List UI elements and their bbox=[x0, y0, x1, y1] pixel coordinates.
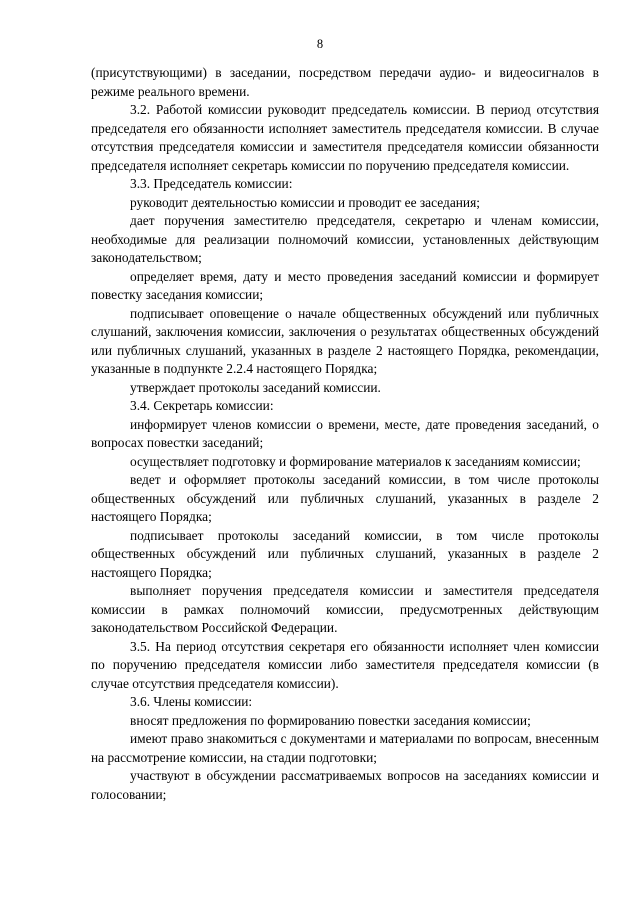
paragraph-3-2: 3.2. Работой комиссии руководит председатель комиссии. В период отсутствия председателя его обязанности исполняет заместитель председателя комиссии. В случае отсутствия председателя комиссии и заместителя председателя комиссии обязанности председателя исполняет секретарь комиссии по поручению председателя комиссии. bbox=[91, 102, 599, 173]
paragraph-3-5: 3.5. На период отсутствия секретаря его обязанности исполняет член комиссии по поручению председателя комиссии либо заместителя председателя комиссии (в случае отсутствия председателя комиссии). bbox=[91, 638, 599, 691]
list-item: вносят предложения по формированию повестки заседания комиссии; bbox=[130, 712, 531, 728]
paragraph-continuation: (присутствующими) в заседании, посредством передачи аудио- и видеосигналов в режиме реального времени. bbox=[91, 65, 599, 99]
list-item: утверждает протоколы заседаний комиссии. bbox=[130, 379, 381, 395]
list-item: подписывает протоколы заседаний комиссии, в том числе протоколы общественных обсуждений или публичных слушаний, указанных в разделе 2 настоящего Порядка; bbox=[91, 527, 599, 580]
list-item: подписывает оповещение о начале общественных обсуждений или публичных слушаний, заключения комиссии, заключения о результатах общественных обсуждений или публичных слушаний, указанных в разделе 2 настоящего Порядка, рекомендации, указанные в подпункте 2.2.4 настоящего Порядка; bbox=[91, 305, 599, 376]
list-item: руководит деятельностью комиссии и проводит ее заседания; bbox=[130, 194, 480, 210]
list-item: выполняет поручения председателя комиссии и заместителя председателя комиссии в рамках полномочий комиссии, предусмотренных действующим законодательством Российской Федерации. bbox=[91, 583, 599, 635]
heading-3-3: 3.3. Председатель комиссии: bbox=[130, 176, 293, 191]
list-item: осуществляет подготовку и формирование материалов к заседаниям комиссии; bbox=[130, 453, 581, 469]
heading-3-4: 3.4. Секретарь комиссии: bbox=[130, 398, 274, 413]
page-number: 8 bbox=[316, 37, 324, 51]
document-body bbox=[91, 64, 599, 804]
list-item: информирует членов комиссии о времени, месте, дате проведения заседаний, о вопросах повестки заседаний; bbox=[91, 416, 599, 450]
list-item: ведет и оформляет протоколы заседаний комиссии, в том числе протоколы общественных обсуждений или публичных слушаний, указанных в разделе 2 настоящего Порядка; bbox=[91, 472, 599, 524]
heading-3-6: 3.6. Члены комиссии: bbox=[130, 694, 253, 709]
list-item: участвуют в обсуждении рассматриваемых вопросов на заседаниях комиссии и голосовании; bbox=[91, 768, 599, 802]
list-item: дает поручения заместителю председателя, секретарю и членам комиссии, необходимые для реализации полномочий комиссии, установленных действующим законодательством; bbox=[91, 213, 599, 265]
list-item: имеют право знакомиться с документами и материалами по вопросам, внесенным на рассмотрение комиссии, на стадии подготовки; bbox=[91, 731, 599, 765]
list-item: определяет время, дату и место проведения заседаний комиссии и формирует повестку заседания комиссии; bbox=[91, 268, 599, 302]
